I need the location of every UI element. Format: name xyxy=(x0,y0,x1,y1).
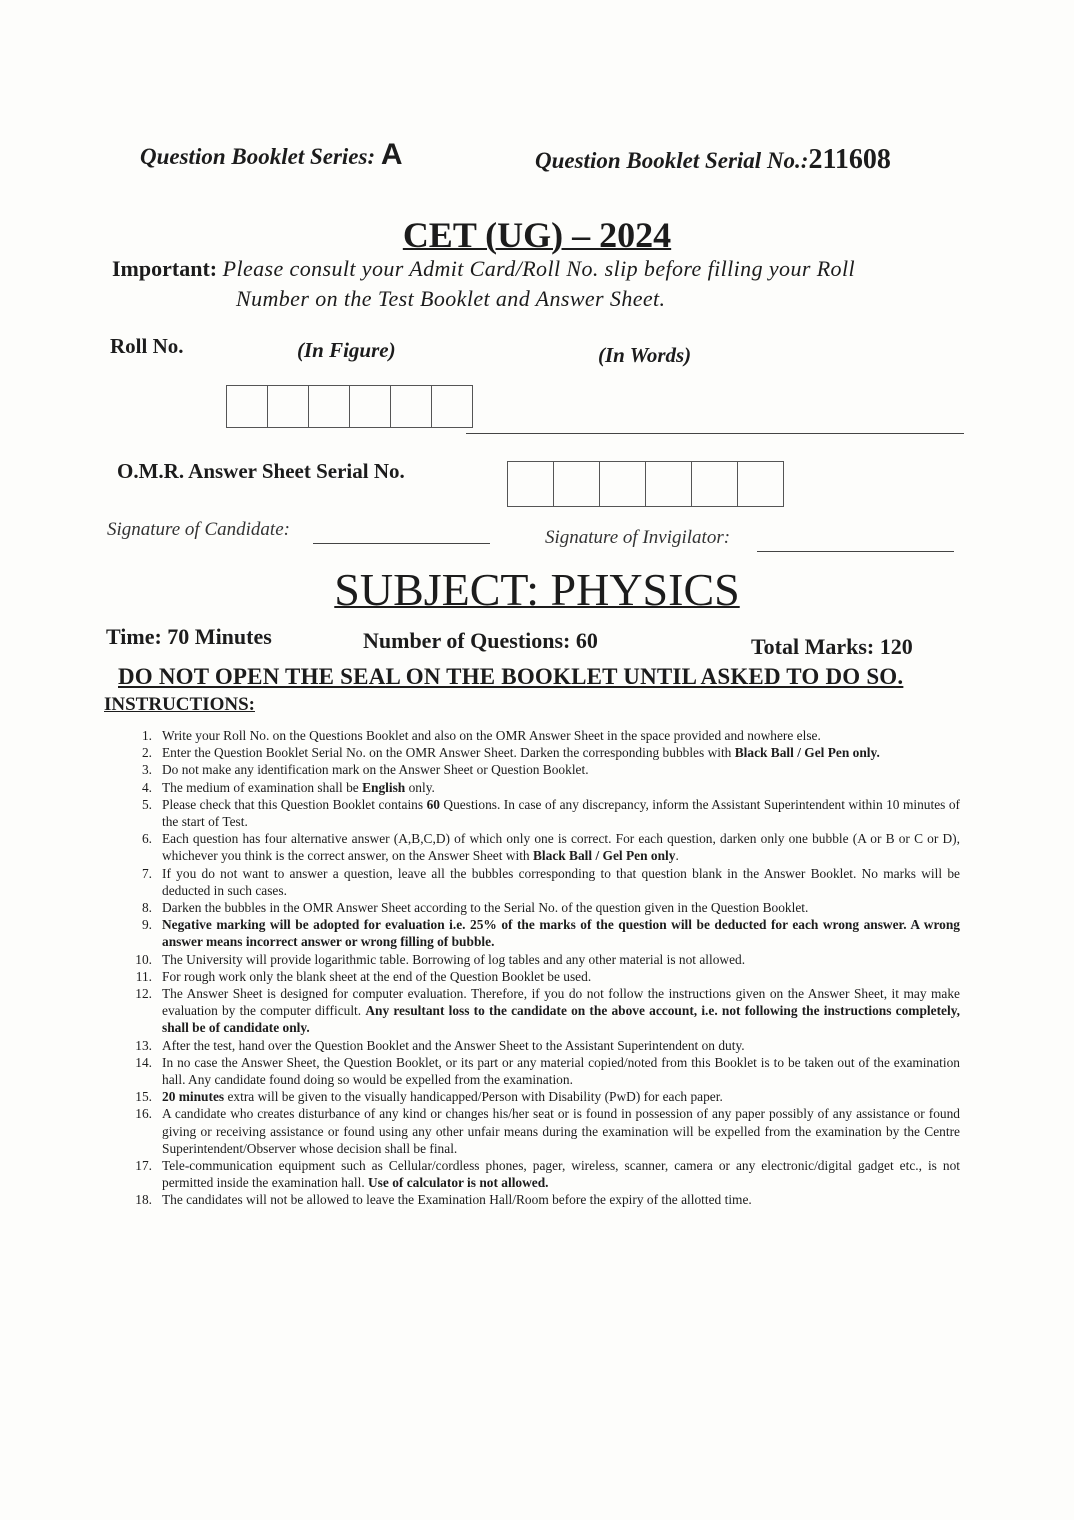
instruction-number: 6. xyxy=(141,831,152,847)
candidate-signature-label: Signature of Candidate: xyxy=(107,519,290,540)
instruction-text xyxy=(162,1037,960,1054)
exam-title-text: CET (UG) – 2024 xyxy=(402,215,672,255)
instruction-number: 5. xyxy=(141,796,152,812)
instruction-text xyxy=(162,779,960,796)
instruction-number: 17. xyxy=(135,1158,152,1174)
booklet-series-value: A xyxy=(380,138,403,171)
instruction-number: 18. xyxy=(135,1192,152,1208)
instruction-text xyxy=(162,1191,960,1208)
instruction-plain-text: Please check that this Question Booklet contains xyxy=(162,796,427,812)
important-note xyxy=(112,254,992,314)
subject-title xyxy=(0,563,1074,616)
instruction-plain-text: Do not make any identification mark on the Answer Sheet or Question Booklet. xyxy=(162,762,589,778)
instruction-text xyxy=(162,916,960,950)
instruction-plain-text: Each question has four alternative answer (A,B,C,D) of which only one is correct. For each question, darken only one bubble (A or B or C or D), whichever you think is the correct answer, on the Answer Sheet with xyxy=(162,831,960,864)
instruction-plain-text: Questions. In case of any discrepancy, inform the Assistant Superintendent within 10 minutes of the start of Test. xyxy=(162,796,961,830)
instruction-text xyxy=(162,951,960,968)
roll-digit-box[interactable] xyxy=(350,386,391,427)
instruction-text xyxy=(162,761,960,778)
instruction-number: 2. xyxy=(141,745,152,761)
roll-no-label: Roll No. xyxy=(110,334,184,358)
instruction-item xyxy=(124,1054,960,1088)
instruction-number: 10. xyxy=(135,951,152,967)
instruction-number: 15. xyxy=(135,1089,152,1105)
instruction-plain-text: The Answer Sheet is designed for computer evaluation. Therefore, if you do not follow the instructions given on the Answer Sheet, it may make evaluation by the computer difficult. xyxy=(162,986,960,1019)
instruction-item xyxy=(124,1105,960,1157)
roll-in-words-line[interactable] xyxy=(466,433,964,434)
instruction-item xyxy=(124,761,960,778)
omr-digit-box[interactable] xyxy=(508,462,554,506)
roll-digit-box[interactable] xyxy=(432,386,472,427)
instruction-text xyxy=(162,1157,960,1191)
instruction-plain-text: only. xyxy=(405,779,435,795)
instruction-plain-text: Tele-communication equipment such as Cellular/cordless phones, pager, wireless, scanner, camera or any electronic/digital gadget etc., is not permitted inside the examination hall. xyxy=(162,1158,960,1191)
instruction-item xyxy=(124,779,960,796)
instruction-item xyxy=(124,968,960,985)
instruction-item xyxy=(124,1037,960,1054)
instruction-item xyxy=(124,727,960,744)
instruction-plain-text: The candidates will not be allowed to leave the Examination Hall/Room before the expiry of the allotted time. xyxy=(162,1192,752,1208)
important-label: Important: xyxy=(112,256,218,281)
candidate-signature-line[interactable] xyxy=(313,543,490,544)
important-text-line2: Number on the Test Booklet and Answer Sheet. xyxy=(236,286,666,311)
roll-in-words-label: (In Words) xyxy=(598,343,692,367)
instruction-item xyxy=(124,865,960,899)
instruction-item xyxy=(124,985,960,1037)
instruction-bold-text: Any resultant loss to the candidate on the above account, i.e. not following the instructions completely, shall be of candidate only. xyxy=(162,1003,960,1036)
exam-title xyxy=(0,214,1074,256)
instruction-text xyxy=(162,1088,960,1105)
invigilator-signature-line[interactable] xyxy=(757,551,954,552)
instruction-item xyxy=(124,796,960,830)
instruction-text xyxy=(162,1054,960,1088)
instruction-plain-text: Enter the Question Booklet Serial No. on the OMR Answer Sheet. Darken the corresponding bubbles with xyxy=(162,745,735,761)
omr-digit-box[interactable] xyxy=(600,462,646,506)
instruction-plain-text: A candidate who creates disturbance of any kind or changes his/her seat or is found in possession of any paper possibly of any assistance or found giving or receiving assistance or found using any other unfair means during the examination will be expelled from the examination by the Centre Superintendent/Observer whose decision shall be final. xyxy=(162,1106,960,1156)
booklet-serial xyxy=(535,144,891,176)
instruction-number: 14. xyxy=(135,1054,152,1070)
roll-digit-box[interactable] xyxy=(309,386,350,427)
instruction-bold-text: Use of calculator is not allowed. xyxy=(368,1175,549,1191)
omr-digit-box[interactable] xyxy=(554,462,600,506)
instruction-number: 13. xyxy=(135,1037,152,1053)
instruction-plain-text: If you do not want to answer a question, leave all the bubbles corresponding to that question blank in the Answer Booklet. No marks will be deducted in such cases. xyxy=(162,865,960,898)
omr-digit-box[interactable] xyxy=(738,462,783,506)
important-text-line1: Please consult your Admit Card/Roll No. slip before filling your Roll xyxy=(222,256,855,281)
instruction-item xyxy=(124,744,960,761)
roll-number-boxes[interactable] xyxy=(226,385,473,428)
exam-time: Time: 70 Minutes xyxy=(106,624,272,649)
booklet-series xyxy=(140,138,403,172)
instruction-item xyxy=(124,1157,960,1191)
instruction-bold-text: Negative marking will be adopted for evaluation i.e. 25% of the marks of the question will be deducted for each wrong answer. A wrong answer means incorrect answer or wrong filling of bubble. xyxy=(162,917,960,950)
instruction-item xyxy=(124,899,960,916)
roll-in-figure-label: (In Figure) xyxy=(297,338,396,362)
instruction-plain-text: After the test, hand over the Question Booklet and the Answer Sheet to the Assistant Superintendent on duty. xyxy=(162,1037,745,1053)
instruction-bold-text: 20 minutes xyxy=(162,1089,225,1105)
instruction-text xyxy=(162,727,960,744)
instruction-plain-text: The University will provide logarithmic table. Borrowing of log tables and any other material is not allowed. xyxy=(162,951,746,967)
instruction-plain-text: Darken the bubbles in the OMR Answer Sheet according to the Serial No. of the question given in the Question Booklet. xyxy=(162,900,809,916)
instruction-item xyxy=(124,951,960,968)
instruction-bold-text: 60 xyxy=(426,796,440,812)
instruction-item xyxy=(124,830,960,864)
instruction-number: 16. xyxy=(135,1106,152,1122)
booklet-serial-value: 211608 xyxy=(808,144,891,175)
instructions-list xyxy=(124,727,960,1209)
instructions-heading: INSTRUCTIONS: xyxy=(104,694,255,715)
roll-digit-box[interactable] xyxy=(391,386,432,427)
instruction-item xyxy=(124,1191,960,1208)
instruction-text xyxy=(162,985,960,1037)
instruction-number: 11. xyxy=(135,968,152,984)
roll-digit-box[interactable] xyxy=(227,386,268,427)
instruction-text xyxy=(162,796,960,830)
booklet-serial-label: Question Booklet Serial No.: xyxy=(535,148,809,173)
instruction-text xyxy=(162,865,960,899)
instruction-item xyxy=(124,916,960,950)
booklet-series-label: Question Booklet Series: xyxy=(140,144,376,169)
invigilator-signature-label: Signature of Invigilator: xyxy=(545,527,731,548)
seal-warning: DO NOT OPEN THE SEAL ON THE BOOKLET UNTIL ASKED TO DO SO. xyxy=(118,664,904,689)
omr-serial-boxes[interactable] xyxy=(507,461,784,507)
instruction-number: 8. xyxy=(141,900,152,916)
instruction-plain-text: Write your Roll No. on the Questions Booklet and also on the OMR Answer Sheet in the space provided and nowhere else. xyxy=(162,728,821,743)
instruction-bold-text: English xyxy=(362,779,406,795)
omr-digit-box[interactable] xyxy=(646,462,692,506)
instruction-text xyxy=(162,968,960,985)
instruction-text xyxy=(162,830,960,864)
instruction-text xyxy=(162,1105,960,1157)
instruction-plain-text: The medium of examination shall be xyxy=(162,779,363,795)
instruction-number: 12. xyxy=(135,986,152,1002)
instruction-number: 9. xyxy=(141,917,152,933)
instruction-number: 1. xyxy=(141,728,152,743)
instruction-text xyxy=(162,744,960,761)
instruction-plain-text: extra will be given to the visually handicapped/Person with Disability (PwD) for each paper. xyxy=(224,1089,723,1105)
total-marks: Total Marks: 120 xyxy=(751,634,913,659)
instruction-plain-text: In no case the Answer Sheet, the Question Booklet, or its part or any material copied/noted from this Booklet is to be taken out of the examination hall. Any candidate found doing so would be expelled from the examination. xyxy=(162,1054,960,1088)
instruction-plain-text: . xyxy=(675,848,679,864)
instruction-item xyxy=(124,1088,960,1105)
instruction-number: 3. xyxy=(141,762,152,778)
instruction-bold-text: Black Ball / Gel Pen only xyxy=(532,848,676,864)
instruction-number: 4. xyxy=(141,779,152,795)
roll-digit-box[interactable] xyxy=(268,386,309,427)
instruction-bold-text: Black Ball / Gel Pen only. xyxy=(734,745,880,761)
number-of-questions: Number of Questions: 60 xyxy=(363,628,598,653)
omr-digit-box[interactable] xyxy=(692,462,738,506)
instruction-number: 7. xyxy=(141,865,152,881)
subject-title-text: SUBJECT: PHYSICS xyxy=(334,564,740,615)
omr-serial-label: O.M.R. Answer Sheet Serial No. xyxy=(117,459,405,483)
instruction-plain-text: For rough work only the blank sheet at the end of the Question Booklet be used. xyxy=(162,968,592,984)
instruction-text xyxy=(162,899,960,916)
